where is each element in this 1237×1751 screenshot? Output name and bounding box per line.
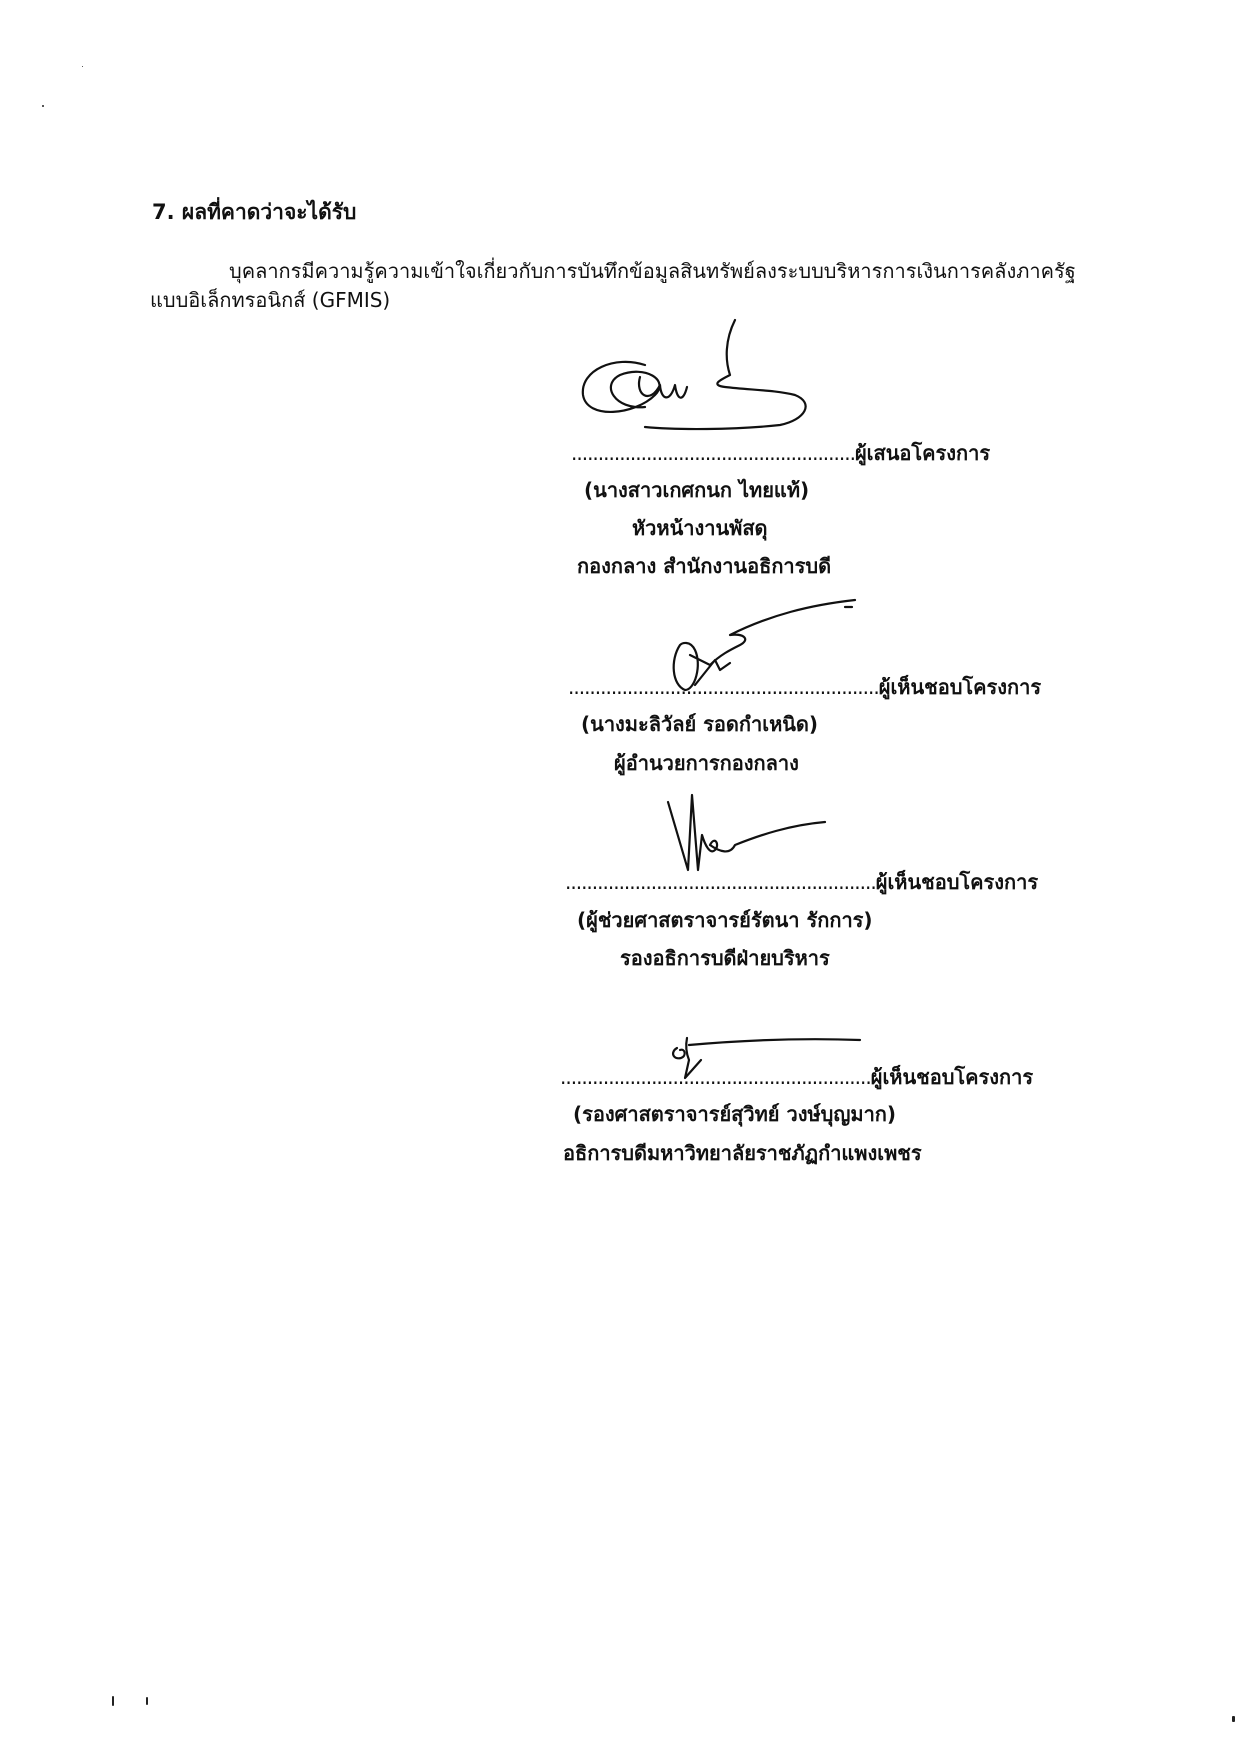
signature-3-title-1: รองอธิการบดีฝ่ายบริหาร	[620, 946, 830, 970]
paragraph-line-1: บุคลากรมีความรู้ความเข้าใจเกี่ยวกับการบันทึกข้อมูลสินทรัพย์ลงระบบบริหารการเงินการคลังภาครัฐ	[229, 259, 1076, 283]
signature-2-name: (นางมะลิวัลย์ รอดกำเหนิด)	[581, 712, 819, 736]
scan-speck	[42, 105, 44, 107]
signature-4-title-1: อธิการบดีมหาวิทยาลัยราชภัฏกำแพงเพชร	[563, 1141, 922, 1165]
signature-1-title-1: หัวหน้างานพัสดุ	[632, 516, 768, 540]
signature-4-dots: ..........................................................	[560, 1065, 871, 1089]
signature-3-role: ผู้เห็นชอบโครงการ	[875, 870, 1039, 894]
paragraph-line-2: แบบอิเล็กทรอนิกส์ (GFMIS)	[150, 288, 391, 312]
signature-2-dots: ..........................................................	[568, 675, 879, 699]
signature-2-line	[568, 671, 1041, 703]
signature-3-line	[565, 866, 1038, 898]
signature-1-title-2: กองกลาง สำนักงานอธิการบดี	[577, 554, 832, 578]
scan-speck	[1232, 1716, 1235, 1722]
signature-4-line	[560, 1061, 1033, 1093]
signature-1-handwritten	[575, 315, 875, 455]
signature-1-line	[571, 437, 990, 469]
scan-speck	[146, 1697, 148, 1705]
scan-speck	[82, 66, 83, 67]
signature-2-title-1: ผู้อำนวยการกองกลาง	[614, 751, 799, 775]
scan-speck	[112, 1696, 114, 1706]
signature-4-name: (รองศาสตราจารย์สุวิทย์ วงษ์บุญมาก)	[573, 1102, 897, 1126]
signature-3-name: (ผู้ช่วยศาสตราจารย์รัตนา รักการ)	[577, 908, 873, 932]
signature-3-dots: ..........................................................	[565, 870, 876, 894]
signature-1-role: ผู้เสนอโครงการ	[854, 441, 991, 465]
section-heading: 7. ผลที่คาดว่าจะได้รับ	[152, 200, 357, 224]
signature-4-role: ผู้เห็นชอบโครงการ	[870, 1065, 1034, 1089]
signature-2-role: ผู้เห็นชอบโครงการ	[878, 675, 1042, 699]
signature-1-dots: .....................................................	[571, 441, 855, 465]
signature-1-name: (นางสาวเกศกนก ไทยแท้)	[584, 478, 810, 502]
